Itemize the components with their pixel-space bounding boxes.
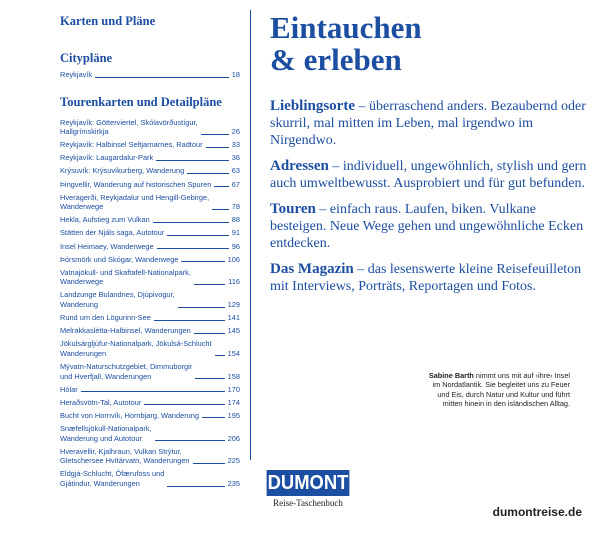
toc-page-number: 36: [231, 153, 240, 163]
tours-title: Tourenkarten und Detailpläne: [60, 94, 222, 109]
intro-column: [270, 12, 590, 304]
toc-entry: [60, 242, 240, 252]
toc-entry-title: Jökulsárgljúfur-Nationalpark, Jökulsá-Schlucht Wanderungen: [60, 339, 212, 358]
toc-entry: [60, 447, 240, 466]
toc-entry-title: Rund um den Lögurinn-See: [60, 313, 151, 323]
toc-page-number: 174: [227, 397, 240, 407]
toc-page-number: 195: [227, 410, 240, 420]
toc-page-number: 91: [231, 228, 240, 238]
toc-entry-title: Hekla, Aufstieg zum Vulkan: [60, 215, 150, 225]
toc-entry: [60, 424, 240, 443]
toc-entry-title: Snæfellsjökull-Nationalpark, Wanderung und Autotour: [60, 423, 152, 443]
toc-entry-title: Hveravellir, Kjalhraun, Vulkan Strýtur, Gletschersee Hvítárvatn, Wanderungen: [60, 446, 190, 466]
toc-entry: [60, 339, 240, 358]
toc-entry-title: Þingvellir, Wanderung auf historischen Spuren: [60, 179, 212, 189]
toc-entry-title: Hólar: [60, 384, 78, 394]
toc-page-number: 78: [231, 202, 240, 212]
toc-page-number: 225: [227, 456, 240, 466]
toc-entry-title: Heraðsvötn-Tal, Autotour: [60, 397, 142, 407]
feature-keyword: Adressen: [270, 158, 329, 174]
toc-leader-line: [154, 320, 225, 321]
toc-entry-title: Þórsmörk und Skógar, Wanderwege: [60, 254, 179, 264]
toc-entry: [60, 469, 240, 488]
toc-entry: [60, 180, 240, 190]
website-link[interactable]: dumontreise.de: [492, 505, 582, 519]
logo-brand: DUMONT: [267, 472, 349, 494]
toc-page-number: 141: [227, 313, 240, 323]
toc-page-number: 88: [231, 215, 240, 225]
feature-keyword: Das Magazin: [270, 261, 354, 277]
toc-leader-line: [157, 248, 229, 249]
toc-entry: [60, 255, 240, 265]
toc-entry-title: Reykjavík: [60, 70, 93, 79]
toc-entry: [60, 290, 240, 309]
toc-entry-title: Melrakkaslétta-Halbinsel, Wanderungen: [60, 326, 191, 336]
feature-text: – überraschend anders. Bezaubernd oder skurril, mal mitten im Leben, mal irgendwo im Nirgendwo.: [270, 99, 586, 148]
toc-leader-line: [194, 284, 225, 285]
toc-entry-title: Mývatn-Naturschutzgebiet, Dimmuborgir und Hverfjall, Wanderungen: [60, 361, 193, 381]
toc-leader-line: [95, 77, 229, 78]
toc-leader-line: [212, 209, 229, 210]
toc-entry-title: Reykjavík: Götterviertel, Skólavörðustígur, Hallgrímskirkja: [60, 117, 198, 137]
feature-text: – individuell, ungewöhnlich, stylish und gern auch umweltbewusst. Ausprobiert und für gut befunden.: [270, 159, 587, 191]
toc-entry-title: Landzunge Bulandnes, Djúpivogur, Wanderung: [60, 290, 175, 309]
toc-page-number: 145: [227, 326, 240, 336]
toc-page-number: 63: [231, 166, 240, 176]
toc-page-number: 129: [227, 300, 240, 309]
toc-entry: [60, 385, 240, 395]
author-text: nimmt uns mit auf ›ihre‹ Insel im Nordatlantik. Sie begleitet uns zu Feuer und Eis, durch Natur und Kultur und führt mitten hinein in den isländischen Alltag.: [432, 371, 570, 409]
author-note: [420, 371, 570, 409]
feature-block: [270, 98, 590, 149]
column-divider: [250, 10, 251, 460]
toc-column: [60, 14, 240, 492]
author-name: Sabine Barth: [428, 371, 474, 380]
toc-entry: [60, 215, 240, 225]
feature-block: [270, 158, 590, 192]
toc-leader-line: [187, 173, 229, 174]
toc-entry-title: Vatnajökull- und Skaftafell-Nationalpark, Wanderwege: [60, 267, 191, 287]
toc-leader-line: [167, 235, 228, 236]
toc-entry: [60, 193, 240, 212]
toc-page-number: 154: [227, 348, 240, 358]
toc-page-number: 106: [227, 254, 240, 264]
toc-leader-line: [194, 333, 225, 334]
logo-subtitle: Reise-Taschenbuch: [273, 498, 343, 508]
toc-entry: [60, 153, 240, 163]
toc-entry: [60, 313, 240, 323]
toc-page-number: 235: [227, 478, 240, 488]
toc-entry: [60, 70, 240, 80]
toc-leader-line: [153, 222, 229, 223]
toc-leader-line: [167, 486, 224, 487]
toc-leader-line: [193, 463, 225, 464]
toc-entry: [60, 268, 240, 287]
toc-entry: [60, 398, 240, 408]
toc-leader-line: [202, 417, 225, 418]
feature-text: – das lesenswerte kleine Reisefeuilleton mit Interviews, Porträts, Reportagen und Fotos.: [270, 262, 582, 294]
toc-page-number: 18: [231, 70, 240, 79]
headline: Eintauchen & erleben: [270, 10, 422, 77]
toc-entry: [60, 166, 240, 176]
toc-leader-line: [215, 355, 225, 356]
toc-entry-title: Stätten der Njáls saga, Autotour: [60, 228, 165, 238]
toc-leader-line: [155, 440, 225, 441]
feature-blocks: [270, 98, 590, 295]
toc-entry: [60, 362, 240, 381]
toc-leader-line: [195, 378, 224, 379]
feature-block: [270, 201, 590, 252]
section-title-maps: Karten und Pläne: [60, 14, 156, 28]
toc-entry: [60, 140, 240, 150]
toc-entry-title: Hveragerði, Reykjadalur und Hengill-Gebirge, Wanderwege: [60, 192, 210, 212]
toc-entry: [60, 411, 240, 421]
toc-page-number: 158: [227, 371, 240, 381]
citymaps-list: [60, 70, 240, 80]
toc-page-number: 26: [231, 127, 240, 137]
dumont-logo: [263, 470, 353, 508]
toc-entry: [60, 326, 240, 336]
feature-block: [270, 261, 590, 295]
toc-page-number: 206: [227, 433, 240, 443]
toc-page-number: 33: [231, 140, 240, 150]
toc-entry-title: Insel Heimaey, Wanderwege: [60, 241, 154, 251]
toc-leader-line: [81, 391, 225, 392]
toc-entry: [60, 118, 240, 137]
toc-entry-title: Bucht von Hornvík, Hornbjarg, Wanderung: [60, 410, 199, 420]
toc-leader-line: [144, 404, 224, 405]
toc-entry-title: Eldgjá-Schlucht, Ófærufoss und Gjátindur, Wanderungen: [60, 469, 165, 488]
toc-page-number: 67: [231, 179, 240, 189]
toc-entry-title: Reykjavík: Laugardalur-Park: [60, 153, 154, 163]
toc-leader-line: [206, 147, 229, 148]
toc-page-number: 96: [231, 241, 240, 251]
toc-leader-line: [181, 261, 224, 262]
tours-list: [60, 118, 240, 489]
toc-entry-title: Reykjavík: Halbinsel Seltjarnarnes, Radtour: [60, 140, 203, 150]
feature-keyword: Lieblingsorte: [270, 98, 355, 114]
toc-leader-line: [214, 186, 228, 187]
feature-text: – einfach raus. Laufen, biken. Vulkane besteigen. Neue Wege gehen und ungewöhnliche Ecken entdecken.: [270, 202, 584, 251]
toc-leader-line: [156, 160, 229, 161]
toc-leader-line: [178, 307, 225, 308]
citymaps-title: Citypläne: [60, 51, 113, 65]
toc-entry-title: Krýsuvík: Krýsuvíkurberg, Wanderung: [60, 166, 185, 176]
toc-leader-line: [201, 134, 229, 135]
toc-page-number: 116: [228, 277, 240, 287]
toc-page-number: 170: [227, 384, 240, 394]
toc-entry: [60, 228, 240, 238]
feature-keyword: Touren: [270, 201, 316, 217]
